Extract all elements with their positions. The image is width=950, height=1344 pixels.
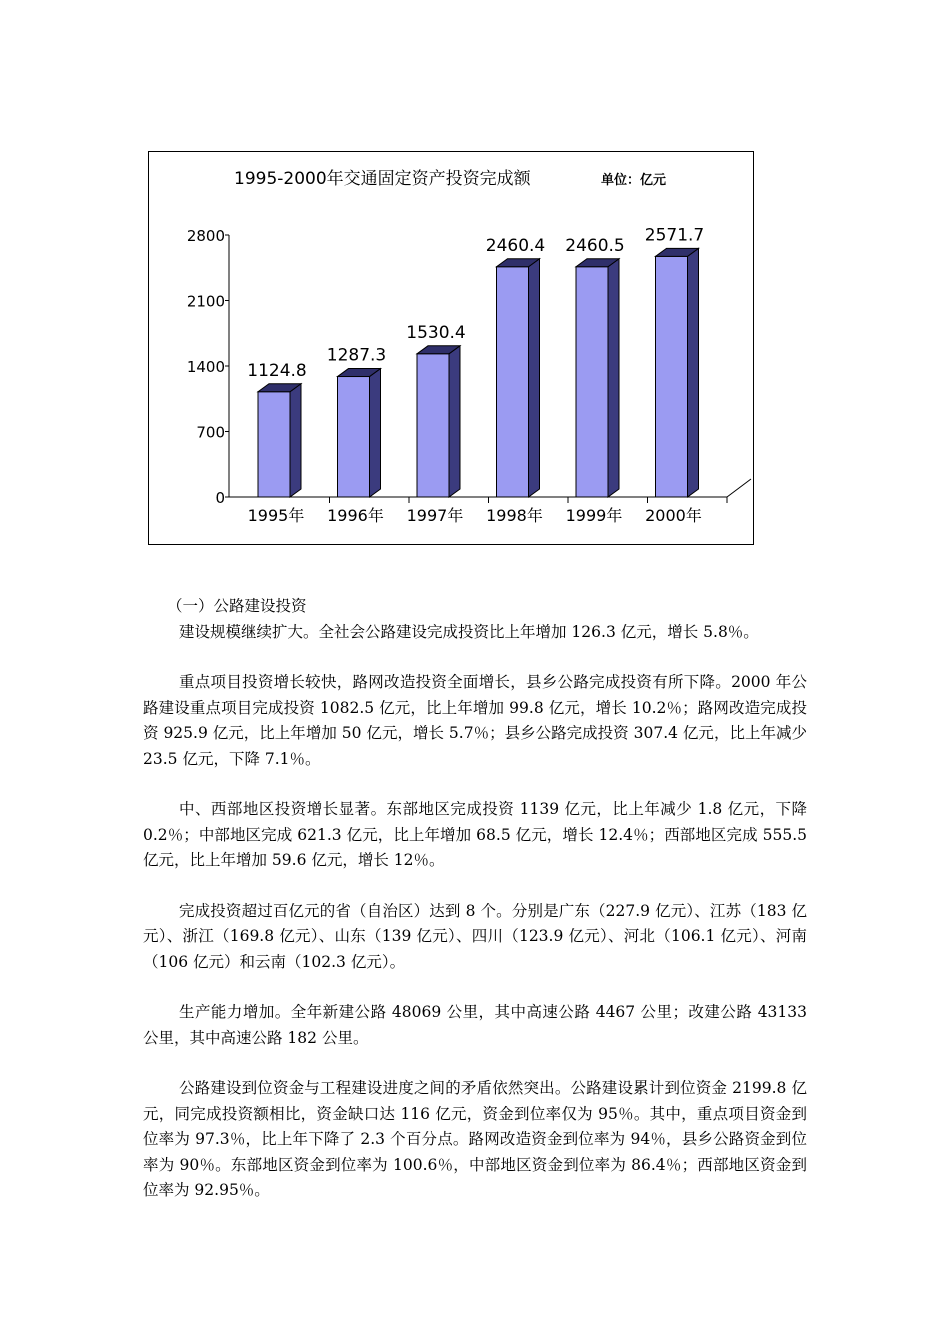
paragraph: 生产能力增加。全年新建公路 48069 公里，其中高速公路 4467 公里；改建公路 43133 公里，其中高速公路 182 公里。 xyxy=(143,1003,807,1047)
bar-chart xyxy=(149,152,753,544)
y-tick-label: 1400 xyxy=(186,358,225,376)
data-label: 2460.5 xyxy=(565,235,625,256)
bar-side xyxy=(370,369,381,497)
y-tick-label: 2800 xyxy=(186,227,225,245)
x-tick-label: 1996年 xyxy=(327,506,384,525)
bar-side xyxy=(449,346,460,497)
bar-front xyxy=(338,377,370,497)
bar-front xyxy=(656,256,688,497)
section-heading: （一）公路建设投资 xyxy=(167,597,307,615)
bar-side xyxy=(688,248,699,497)
bar-front xyxy=(497,267,529,497)
data-label: 2460.4 xyxy=(485,235,546,256)
data-label: 1124.8 xyxy=(247,360,307,381)
bar-side xyxy=(529,259,540,497)
bar-front xyxy=(576,267,608,497)
y-tick-label: 2100 xyxy=(186,292,225,311)
data-label: 1287.3 xyxy=(326,345,387,366)
paragraph: 重点项目投资增长较快，路网改造投资全面增长，县乡公路完成投资有所下降。2000 年公路建设重点项目完成投资 1082.5 亿元，比上年增加 99.8 亿元，增长 10.2％；路网改造完成投资 925.9 亿元，比上年增加 50 亿元，增长 5.7％；县乡公路完成投资 307.4 亿元，比上年减少 23.5 亿元，下降 7.1％。 xyxy=(143,673,807,768)
y-tick-label: 0 xyxy=(215,489,225,507)
x-tick-label: 1995年 xyxy=(247,506,305,525)
bar-side xyxy=(290,384,301,497)
bar-front xyxy=(417,354,449,497)
x-tick-label: 1999年 xyxy=(565,506,623,525)
chart-bars xyxy=(258,248,699,497)
x-tick-label: 2000年 xyxy=(645,506,702,525)
data-label: 1530.4 xyxy=(406,322,466,343)
chart-title: 1995-2000年交通固定资产投资完成额 xyxy=(234,169,531,189)
y-tick-label: 700 xyxy=(196,423,225,442)
data-label: 2571.7 xyxy=(644,225,705,246)
x-axis-depth-line xyxy=(727,479,751,497)
chart-unit-label: 单位：亿元 xyxy=(601,173,667,188)
paragraph: 公路建设到位资金与工程建设进度之间的矛盾依然突出。公路建设累计到位资金 2199.8 亿元，同完成投资额相比，资金缺口达 116 亿元，资金到位率仅为 95％。其中，重点项目资金到位率为 97.3％，比上年下降了 2.3 个百分点。路网改造资金到位率为 94％，县乡公路资金到位率为 90％。东部地区资金到位率为 100.6％，中部地区资金到位率为 86.4％；西部地区资金到位率为 92.95％。 xyxy=(143,1079,807,1199)
paragraph: 中、西部地区投资增长显著。东部地区完成投资 1139 亿元，比上年减少 1.8 亿元，下降 0.2％；中部地区完成 621.3 亿元，比上年增加 68.5 亿元，增长 12.4％；西部地区完成 555.5 亿元，比上年增加 59.6 亿元，增长 12％。 xyxy=(143,800,807,869)
x-tick-label: 1998年 xyxy=(486,506,543,525)
chart-frame xyxy=(148,151,754,545)
paragraph: 建设规模继续扩大。全社会公路建设完成投资比上年增加 126.3 亿元，增长 5.8％。 xyxy=(179,622,759,641)
bar-front xyxy=(258,392,290,497)
document-body xyxy=(143,594,807,1204)
bar-side xyxy=(608,259,619,497)
x-tick-label: 1997年 xyxy=(406,506,464,525)
paragraph: 完成投资超过百亿元的省（自治区）达到 8 个。分别是广东（227.9 亿元）、江苏（183 亿元）、浙江（169.8 亿元）、山东（139 亿元）、四川（123.9 亿元）、河北（106.1 亿元）、河南（106 亿元）和云南（102.3 亿元）。 xyxy=(143,901,807,971)
